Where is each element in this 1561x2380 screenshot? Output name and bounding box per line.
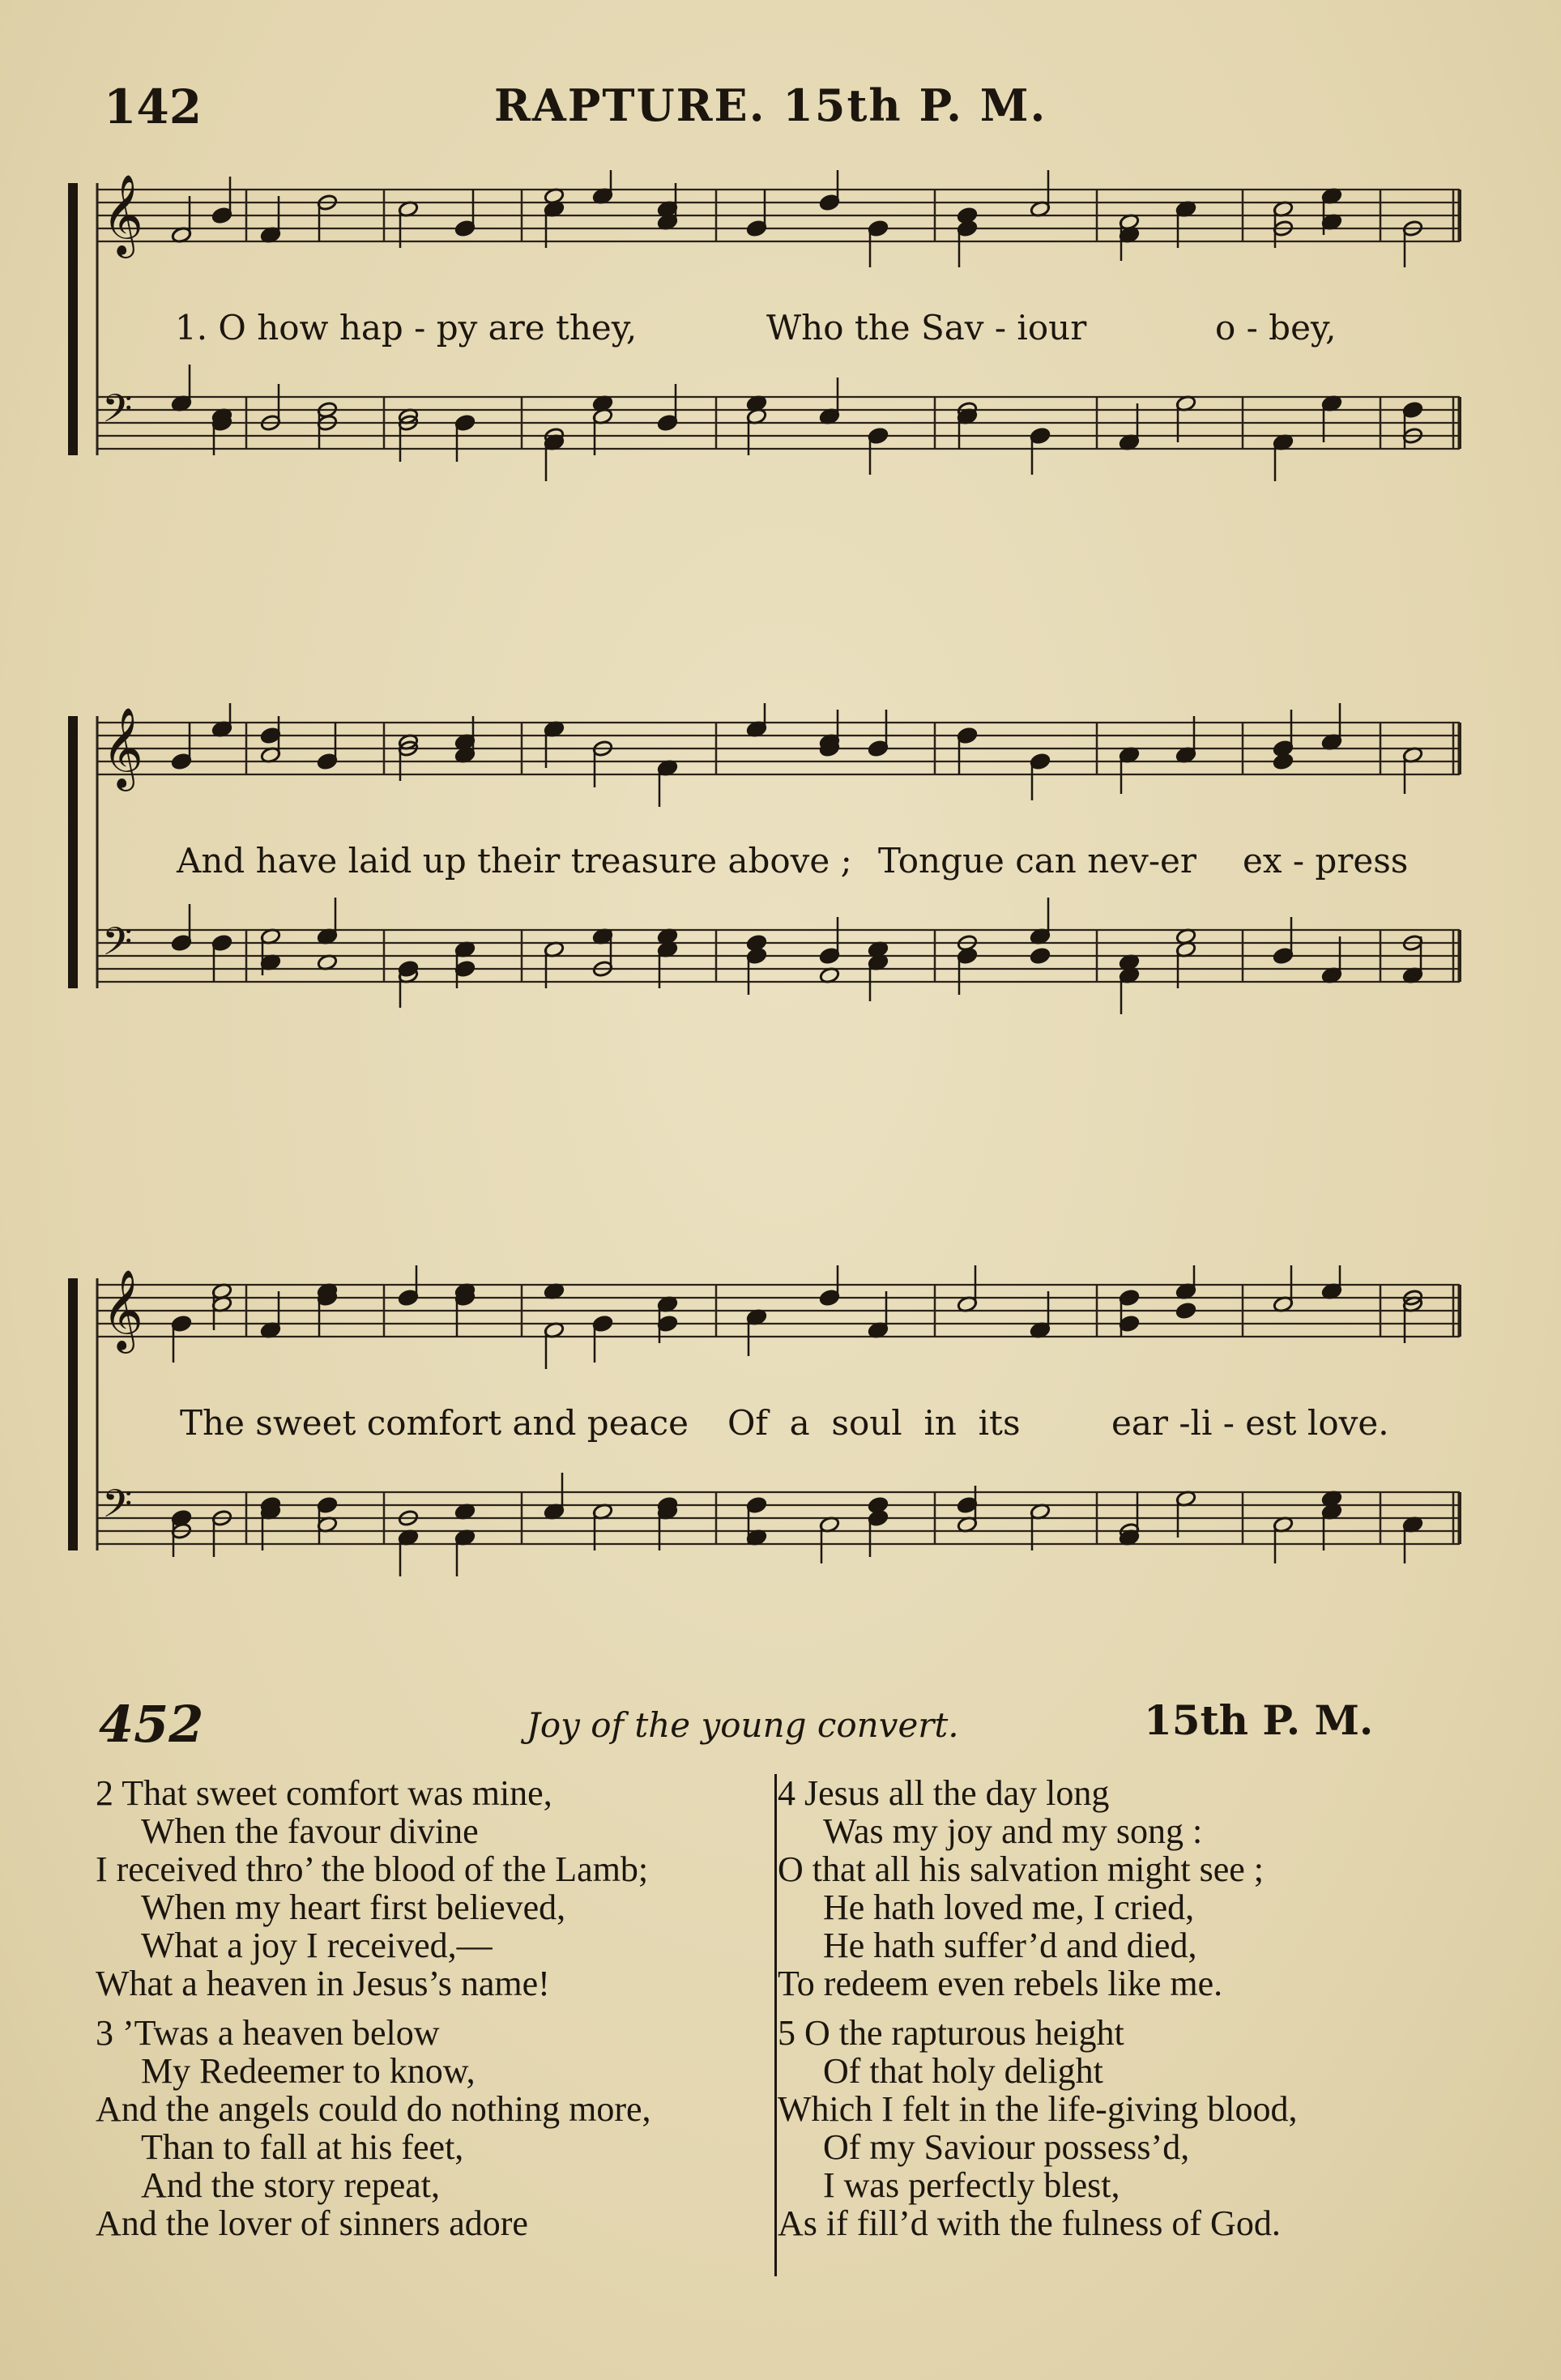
verse-line: When my heart first believed,	[141, 1887, 566, 1927]
page-number: 142	[104, 79, 203, 134]
notes	[171, 1265, 1423, 1369]
tune-title: RAPTURE. 15th P. M.	[494, 79, 1047, 131]
verse-line: And the lover of sinners adore	[96, 2203, 528, 2243]
verse-line: What a joy I received,—	[141, 1926, 493, 1965]
lyric-segment: Of a soul in its	[727, 1403, 1021, 1443]
system-brace	[68, 716, 78, 988]
verse-line: 2 That sweet comfort was mine,	[96, 1773, 552, 1813]
notes	[171, 170, 1423, 267]
staff-lines	[97, 1492, 1460, 1544]
verse-line: 4 Jesus all the day long	[778, 1773, 1110, 1813]
verse-line: Was my joy and my song :	[823, 1811, 1203, 1851]
verses-right-column	[778, 1774, 1458, 2254]
treble-clef-icon: 𝄞	[102, 174, 143, 255]
verse-line: 5 O the rapturous height	[778, 2013, 1124, 2053]
hymn-subtitle: Joy of the young convert.	[527, 1705, 959, 1745]
system-brace	[68, 1278, 78, 1550]
lyric-segment: And have laid up their treasure above ;	[177, 841, 852, 881]
verse-line: To redeem even rebels like me.	[778, 1964, 1223, 2003]
verse-line: When the favour divine	[141, 1811, 479, 1851]
stanza	[778, 2014, 1458, 2242]
lyric-segment: The sweet comfort and peace	[180, 1403, 689, 1443]
verse-line: As if fill’d with the fulness of God.	[778, 2203, 1281, 2243]
lyric-segment: ex - press	[1243, 841, 1409, 881]
music-system-1	[68, 170, 1461, 510]
verses-left-column	[96, 1774, 776, 2254]
staff-lines	[97, 930, 1460, 982]
staff-lines	[97, 397, 1460, 449]
lyric-segment: 1. O how hap - py are they,	[175, 308, 638, 348]
bass-clef-icon: 𝄢	[102, 919, 133, 974]
verse-line: I received thro’ the blood of the Lamb;	[96, 1849, 649, 1889]
verse-line: O that all his salvation might see ;	[778, 1849, 1265, 1889]
verse-line: Of my Saviour possess’d,	[823, 2127, 1190, 2167]
stanza	[778, 1774, 1458, 2003]
music-system-3	[68, 1265, 1461, 1606]
staff-lines	[97, 723, 1460, 774]
verse-line: Which I felt in the life-giving blood,	[778, 2089, 1298, 2129]
treble-clef-icon: 𝄞	[102, 1269, 143, 1350]
notes	[171, 1473, 1423, 1576]
lyric-segment: ear -li - est love.	[1111, 1403, 1389, 1443]
bass-clef-icon: 𝄢	[102, 386, 133, 441]
treble-clef-icon: 𝄞	[102, 707, 143, 788]
bass-clef-icon: 𝄢	[102, 1481, 133, 1536]
verse-line: My Redeemer to know,	[141, 2051, 476, 2091]
verse-line: And the angels could do nothing more,	[96, 2089, 651, 2129]
stanza	[96, 2014, 776, 2242]
verse-line: I was perfectly blest,	[823, 2165, 1120, 2205]
music-system-2	[68, 703, 1461, 1043]
lyric-segment: Who the Sav - iour	[766, 308, 1087, 348]
staff-lines	[97, 190, 1460, 241]
staff-lines	[97, 1285, 1460, 1337]
verse-line: He hath loved me, I cried,	[823, 1887, 1195, 1927]
lyric-segment: o - bey,	[1215, 308, 1337, 348]
system-brace	[68, 183, 78, 455]
verse-line: And the story repeat,	[141, 2165, 440, 2205]
notes	[171, 703, 1423, 807]
hymn-number: 452	[99, 1695, 204, 1754]
hymn-meter: 15th P. M.	[1144, 1696, 1374, 1744]
column-divider	[774, 1774, 777, 2276]
verse-line: Of that holy delight	[823, 2051, 1103, 2091]
lyric-segment: Tongue can nev-er	[878, 841, 1196, 881]
verse-line: He hath suffer’d and died,	[823, 1926, 1197, 1965]
verse-line: Than to fall at his feet,	[141, 2127, 464, 2167]
verse-line: 3 ’Twas a heaven below	[96, 2013, 440, 2053]
stanza	[96, 1774, 776, 2003]
verse-line: What a heaven in Jesus’s name!	[96, 1964, 550, 2003]
